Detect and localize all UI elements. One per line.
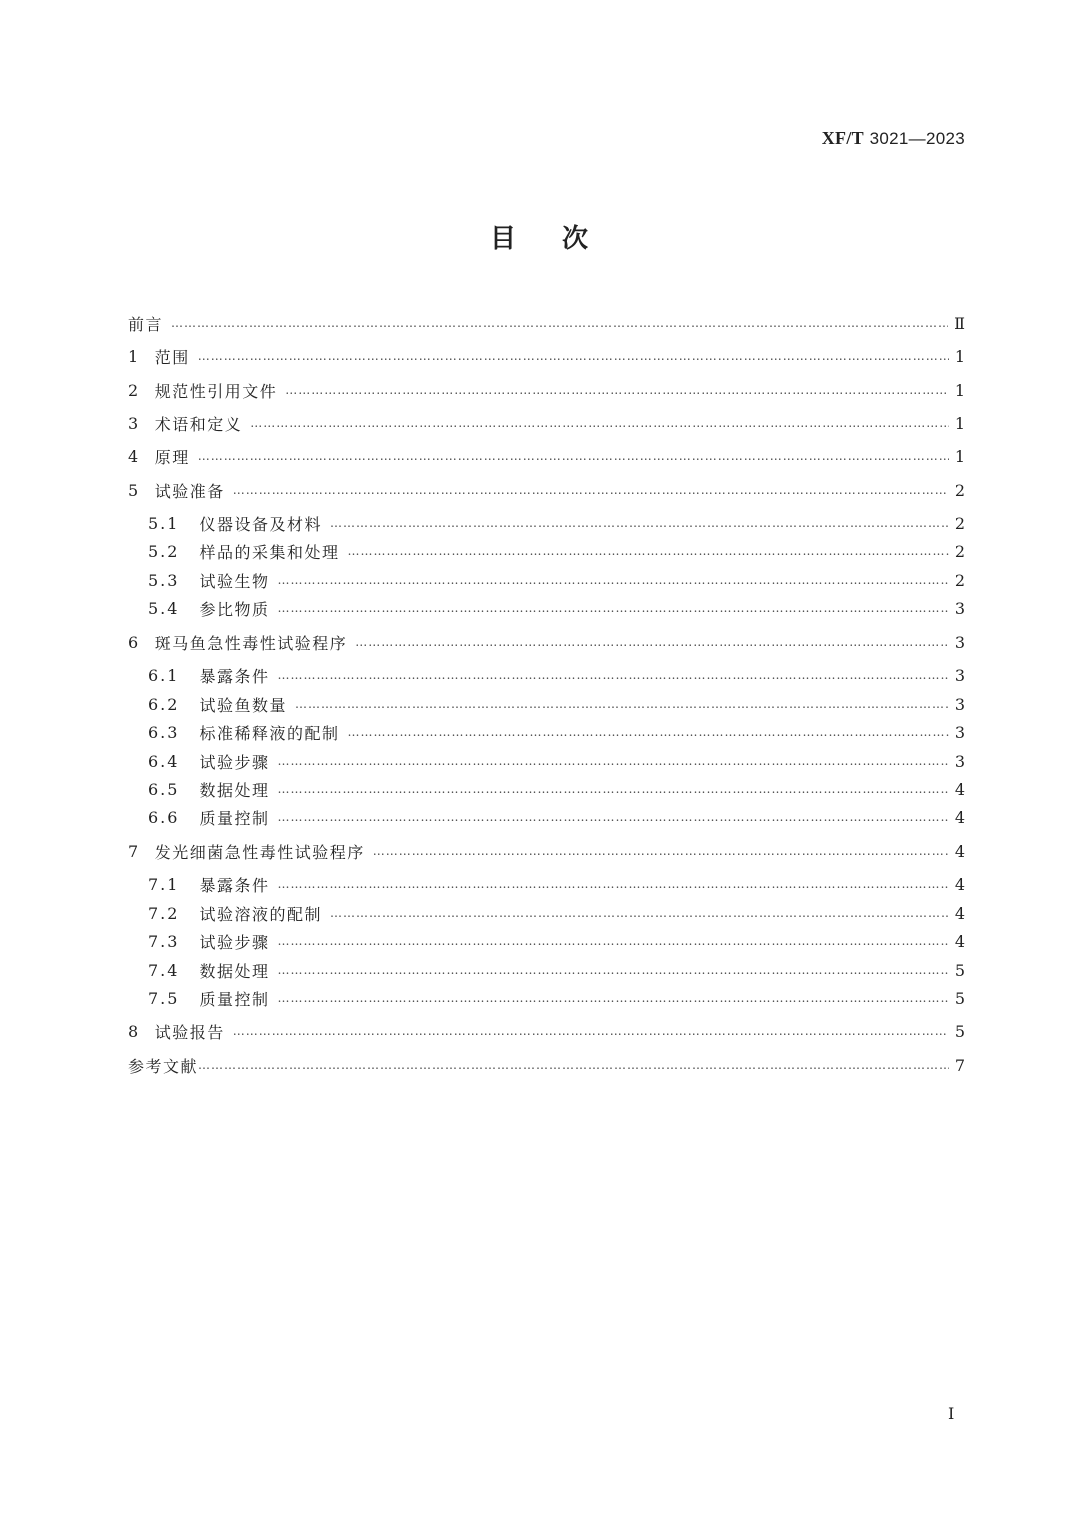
toc-entry-title: 数据处理 bbox=[199, 780, 270, 800]
toc-entry-title: 试验报告 bbox=[154, 1022, 225, 1042]
toc-entry-page: Ⅱ bbox=[954, 313, 965, 333]
toc-entry-number: 8 bbox=[128, 1021, 139, 1041]
toc-entry-number: 7.1 bbox=[148, 874, 180, 894]
toc-leader-dots bbox=[277, 573, 948, 587]
toc-entry-1[interactable] bbox=[128, 341, 965, 371]
toc-leader-dots bbox=[277, 991, 948, 1005]
toc-entry-page: 3 bbox=[954, 694, 965, 714]
toc-entry-number: 6.5 bbox=[148, 779, 180, 799]
toc-entry-title: 质量控制 bbox=[199, 808, 270, 828]
toc-leader-dots bbox=[277, 963, 948, 977]
toc-entry-page: 3 bbox=[954, 751, 965, 771]
toc-leader-dots bbox=[277, 934, 948, 948]
toc-entry-number: 6.6 bbox=[148, 807, 180, 827]
toc-entry-page: 5 bbox=[954, 988, 965, 1008]
toc-entry-page: 4 bbox=[954, 931, 965, 951]
toc-entry-number: 7.3 bbox=[148, 931, 180, 951]
toc-leader-dots bbox=[198, 349, 949, 363]
toc-title-part1: 目 bbox=[489, 224, 518, 254]
toc-entry-2[interactable] bbox=[128, 375, 965, 405]
toc-entry-number: 6.2 bbox=[148, 694, 180, 714]
toc-entry-number: 6.4 bbox=[148, 751, 180, 771]
toc-entry-6-5[interactable] bbox=[128, 774, 965, 804]
toc-entry-6-1[interactable] bbox=[128, 660, 965, 690]
toc-entry-7-5[interactable] bbox=[128, 983, 965, 1013]
toc-entry-page: 7 bbox=[954, 1055, 965, 1075]
toc-entry-number: 7.5 bbox=[148, 988, 180, 1008]
toc-entry-7-1[interactable] bbox=[128, 869, 965, 899]
toc-entry-number: 6.1 bbox=[148, 665, 180, 685]
toc-entry-number: 3 bbox=[128, 413, 139, 433]
toc-entry-title: 试验溶液的配制 bbox=[199, 904, 322, 924]
toc-entry-page: 4 bbox=[954, 874, 965, 894]
toc-leader-dots bbox=[295, 697, 949, 711]
toc-entry-number: 5.1 bbox=[148, 513, 180, 533]
toc-entry-page: 2 bbox=[954, 570, 965, 590]
toc-leader-dots bbox=[277, 754, 948, 768]
toc-entry-number: 5.3 bbox=[148, 570, 180, 590]
document-code bbox=[822, 128, 965, 149]
toc-entry-6-3[interactable] bbox=[128, 717, 965, 747]
toc-entry-4[interactable] bbox=[128, 441, 965, 471]
toc-entry-title: 试验步骤 bbox=[199, 932, 270, 952]
toc-entry-title: 术语和定义 bbox=[154, 414, 243, 434]
toc-entry-title: 样品的采集和处理 bbox=[199, 542, 340, 562]
toc-entry-title: 仪器设备及材料 bbox=[199, 514, 322, 534]
toc-entry-number: 5.2 bbox=[148, 541, 180, 561]
toc-entry-title: 参考文献 bbox=[128, 1056, 199, 1076]
toc-entry-page: 5 bbox=[954, 960, 965, 980]
toc-entry-page: 2 bbox=[954, 513, 965, 533]
toc-entry-number: 6.3 bbox=[148, 722, 180, 742]
toc-entry-5[interactable] bbox=[128, 475, 965, 505]
toc-entry-title: 试验生物 bbox=[199, 571, 270, 591]
toc-leader-dots bbox=[373, 844, 949, 858]
toc-entry-page: 4 bbox=[954, 841, 965, 861]
toc-entry-title: 规范性引用文件 bbox=[154, 381, 278, 401]
toc-leader-dots bbox=[277, 877, 948, 891]
toc-leader-dots bbox=[171, 316, 948, 330]
toc-entry-number: 7 bbox=[128, 841, 139, 861]
toc-entry-5-4[interactable] bbox=[128, 593, 965, 623]
toc-entry-number: 5 bbox=[128, 480, 139, 500]
toc-entry-title: 试验步骤 bbox=[199, 752, 270, 772]
toc-entry-3[interactable] bbox=[128, 408, 965, 438]
toc-entry-page: 1 bbox=[954, 380, 965, 400]
toc-entry-title: 原理 bbox=[154, 447, 190, 467]
toc-entry-page: 4 bbox=[954, 807, 965, 827]
toc-entry-page: 1 bbox=[954, 413, 965, 433]
toc-entry-title: 数据处理 bbox=[199, 961, 270, 981]
page-number: I bbox=[948, 1404, 955, 1423]
toc-title-part2: 次 bbox=[562, 224, 591, 254]
toc-leader-dots bbox=[347, 725, 948, 739]
toc-entry-number: 5.4 bbox=[148, 598, 180, 618]
toc-entry-7-2[interactable] bbox=[128, 898, 965, 928]
toc-entry-references[interactable] bbox=[128, 1050, 965, 1080]
toc-entry-7[interactable] bbox=[128, 836, 965, 866]
toc-entry-number: 2 bbox=[128, 380, 139, 400]
toc-entry-title: 质量控制 bbox=[199, 989, 270, 1009]
toc-entry-title: 前言 bbox=[128, 314, 164, 334]
toc-leader-dots bbox=[277, 810, 948, 824]
toc-title bbox=[0, 218, 1080, 255]
toc-entry-number: 4 bbox=[128, 446, 139, 466]
toc-entry-6-2[interactable] bbox=[128, 689, 965, 719]
toc-entry-foreword[interactable] bbox=[128, 308, 965, 338]
toc-leader-dots bbox=[198, 449, 949, 463]
toc-entry-title: 范围 bbox=[154, 347, 190, 367]
toc-leader-dots bbox=[250, 416, 949, 430]
toc-entry-page: 5 bbox=[954, 1021, 965, 1041]
toc-leader-dots bbox=[277, 601, 948, 615]
toc-entry-number: 1 bbox=[128, 346, 139, 366]
toc-leader-dots bbox=[330, 516, 949, 530]
toc-leader-dots bbox=[355, 635, 949, 649]
toc-entry-5-2[interactable] bbox=[128, 536, 965, 566]
toc-entry-title: 试验鱼数量 bbox=[199, 695, 287, 715]
toc-entry-6-6[interactable] bbox=[128, 802, 965, 832]
toc-entry-7-4[interactable] bbox=[128, 955, 965, 985]
toc-entry-page: 2 bbox=[954, 480, 965, 500]
toc-leader-dots bbox=[198, 1058, 949, 1072]
toc-entry-page: 4 bbox=[954, 903, 965, 923]
toc-entry-number: 7.2 bbox=[148, 903, 180, 923]
toc-entry-number: 7.4 bbox=[148, 960, 180, 980]
toc-entry-title: 参比物质 bbox=[199, 599, 270, 619]
toc-entry-page: 3 bbox=[954, 665, 965, 685]
document-code-number: 3021—2023 bbox=[869, 129, 965, 148]
toc-leader-dots bbox=[277, 668, 948, 682]
toc-leader-dots bbox=[233, 483, 949, 497]
toc-entry-5-1[interactable] bbox=[128, 508, 965, 538]
toc-leader-dots bbox=[285, 383, 949, 397]
toc-entry-page: 2 bbox=[954, 541, 965, 561]
toc-entry-title: 发光细菌急性毒性试验程序 bbox=[154, 842, 365, 862]
toc-entry-page: 3 bbox=[954, 598, 965, 618]
toc-leader-dots bbox=[277, 782, 948, 796]
toc-entry-title: 斑马鱼急性毒性试验程序 bbox=[154, 633, 348, 653]
document-code-prefix: XF/T bbox=[821, 128, 864, 148]
toc-entry-title: 试验准备 bbox=[154, 481, 225, 501]
toc-entry-page: 3 bbox=[954, 722, 965, 742]
toc-leader-dots bbox=[233, 1024, 949, 1038]
toc-entry-6[interactable] bbox=[128, 627, 965, 657]
toc-entry-6-4[interactable] bbox=[128, 746, 965, 776]
toc-leader-dots bbox=[347, 544, 948, 558]
toc-entry-page: 4 bbox=[954, 779, 965, 799]
toc-entry-5-3[interactable] bbox=[128, 565, 965, 595]
toc-entry-page: 1 bbox=[954, 346, 965, 366]
toc-entry-7-3[interactable] bbox=[128, 926, 965, 956]
toc-entry-title: 暴露条件 bbox=[199, 666, 270, 686]
toc-entry-8[interactable] bbox=[128, 1016, 965, 1046]
toc-entry-number: 6 bbox=[128, 632, 139, 652]
toc-entry-title: 暴露条件 bbox=[199, 875, 270, 895]
toc-entry-page: 3 bbox=[954, 632, 965, 652]
toc-leader-dots bbox=[330, 906, 949, 920]
toc-entry-title: 标准稀释液的配制 bbox=[199, 723, 340, 743]
toc-entry-page: 1 bbox=[954, 446, 965, 466]
